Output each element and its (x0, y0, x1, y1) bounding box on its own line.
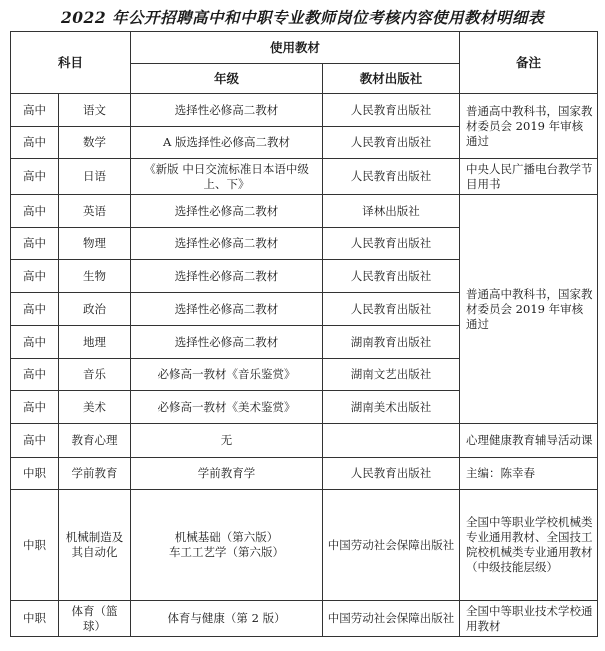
publisher-cell: 人民教育出版社 (323, 458, 460, 490)
subject-cell: 美术 (59, 391, 131, 424)
grade-cell: 必修高一教材《美术鉴赏》 (131, 391, 323, 424)
subject-cell: 学前教育 (59, 458, 131, 490)
level-cell: 高中 (11, 424, 59, 458)
remarks-cell: 主编：陈幸春 (460, 458, 598, 490)
textbook-table (10, 31, 598, 637)
grade-cell: 机械基础（第六版） 车工工艺学（第六版） (131, 490, 323, 601)
grade-cell: 选择性必修高二教材 (131, 228, 323, 260)
level-cell: 高中 (11, 391, 59, 424)
header-subject: 科目 (11, 32, 131, 94)
header-grade: 年级 (131, 64, 323, 94)
publisher-cell: 人民教育出版社 (323, 94, 460, 127)
publisher-cell: 人民教育出版社 (323, 159, 460, 195)
level-cell: 高中 (11, 195, 59, 228)
publisher-cell: 人民教育出版社 (323, 228, 460, 260)
level-cell: 中职 (11, 458, 59, 490)
subject-cell: 日语 (59, 159, 131, 195)
grade-cell: 必修高一教材《音乐鉴赏》 (131, 359, 323, 391)
subject-cell: 物理 (59, 228, 131, 260)
grade-cell: A 版选择性必修高二教材 (131, 127, 323, 159)
table-row (11, 424, 598, 458)
level-cell: 中职 (11, 490, 59, 601)
subject-cell: 生物 (59, 260, 131, 293)
table-row (11, 159, 598, 195)
publisher-cell: 译林出版社 (323, 195, 460, 228)
level-cell: 中职 (11, 601, 59, 637)
header-publisher: 教材出版社 (323, 64, 460, 94)
subject-cell: 数学 (59, 127, 131, 159)
table-row (11, 490, 598, 601)
grade-cell: 选择性必修高二教材 (131, 293, 323, 326)
subject-cell: 语文 (59, 94, 131, 127)
publisher-cell: 湖南美术出版社 (323, 391, 460, 424)
publisher-cell: 中国劳动社会保障出版社 (323, 601, 460, 637)
grade-cell: 学前教育学 (131, 458, 323, 490)
header-row-1 (11, 32, 598, 64)
level-cell: 高中 (11, 359, 59, 391)
table-row (11, 94, 598, 127)
grade-cell: 选择性必修高二教材 (131, 94, 323, 127)
publisher-cell: 人民教育出版社 (323, 127, 460, 159)
level-cell: 高中 (11, 159, 59, 195)
level-cell: 高中 (11, 293, 59, 326)
page-title: 2022 年公开招聘高中和中职专业教师岗位考核内容使用教材明细表 (60, 8, 545, 27)
remarks-cell: 心理健康教育辅导活动课 (460, 424, 598, 458)
subject-cell: 英语 (59, 195, 131, 228)
publisher-cell (323, 424, 460, 458)
table-row (11, 195, 598, 228)
publisher-cell: 人民教育出版社 (323, 293, 460, 326)
publisher-cell: 湖南文艺出版社 (323, 359, 460, 391)
remarks-cell: 普通高中教科书，国家教材委员会 2019 年审核通过 (460, 195, 598, 424)
grade-cell: 《新版 中日交流标准日本语中级上、下》 (131, 159, 323, 195)
subject-cell: 体育（篮球） (59, 601, 131, 637)
subject-cell: 机械制造及其自动化 (59, 490, 131, 601)
table-row (11, 458, 598, 490)
publisher-cell: 中国劳动社会保障出版社 (323, 490, 460, 601)
subject-cell: 教育心理 (59, 424, 131, 458)
subject-cell: 地理 (59, 326, 131, 359)
remarks-cell: 中央人民广播电台教学节目用书 (460, 159, 598, 195)
header-textbook-group: 使用教材 (131, 32, 460, 64)
level-cell: 高中 (11, 94, 59, 127)
publisher-cell: 人民教育出版社 (323, 260, 460, 293)
remarks-cell: 普通高中教科书，国家教材委员会 2019 年审核通过 (460, 94, 598, 159)
level-cell: 高中 (11, 260, 59, 293)
table-row (11, 601, 598, 637)
subject-cell: 政治 (59, 293, 131, 326)
level-cell: 高中 (11, 127, 59, 159)
grade-cell: 选择性必修高二教材 (131, 195, 323, 228)
grade-cell: 选择性必修高二教材 (131, 260, 323, 293)
subject-cell: 音乐 (59, 359, 131, 391)
grade-cell: 无 (131, 424, 323, 458)
remarks-cell: 全国中等职业学校机械类专业通用教材、全国技工院校机械类专业通用教材（中级技能层级） (460, 490, 598, 601)
grade-cell: 选择性必修高二教材 (131, 326, 323, 359)
remarks-cell: 全国中等职业技术学校通用教材 (460, 601, 598, 637)
grade-cell: 体育与健康（第 2 版） (131, 601, 323, 637)
level-cell: 高中 (11, 228, 59, 260)
publisher-cell: 湖南教育出版社 (323, 326, 460, 359)
header-remarks: 备注 (460, 32, 598, 94)
level-cell: 高中 (11, 326, 59, 359)
